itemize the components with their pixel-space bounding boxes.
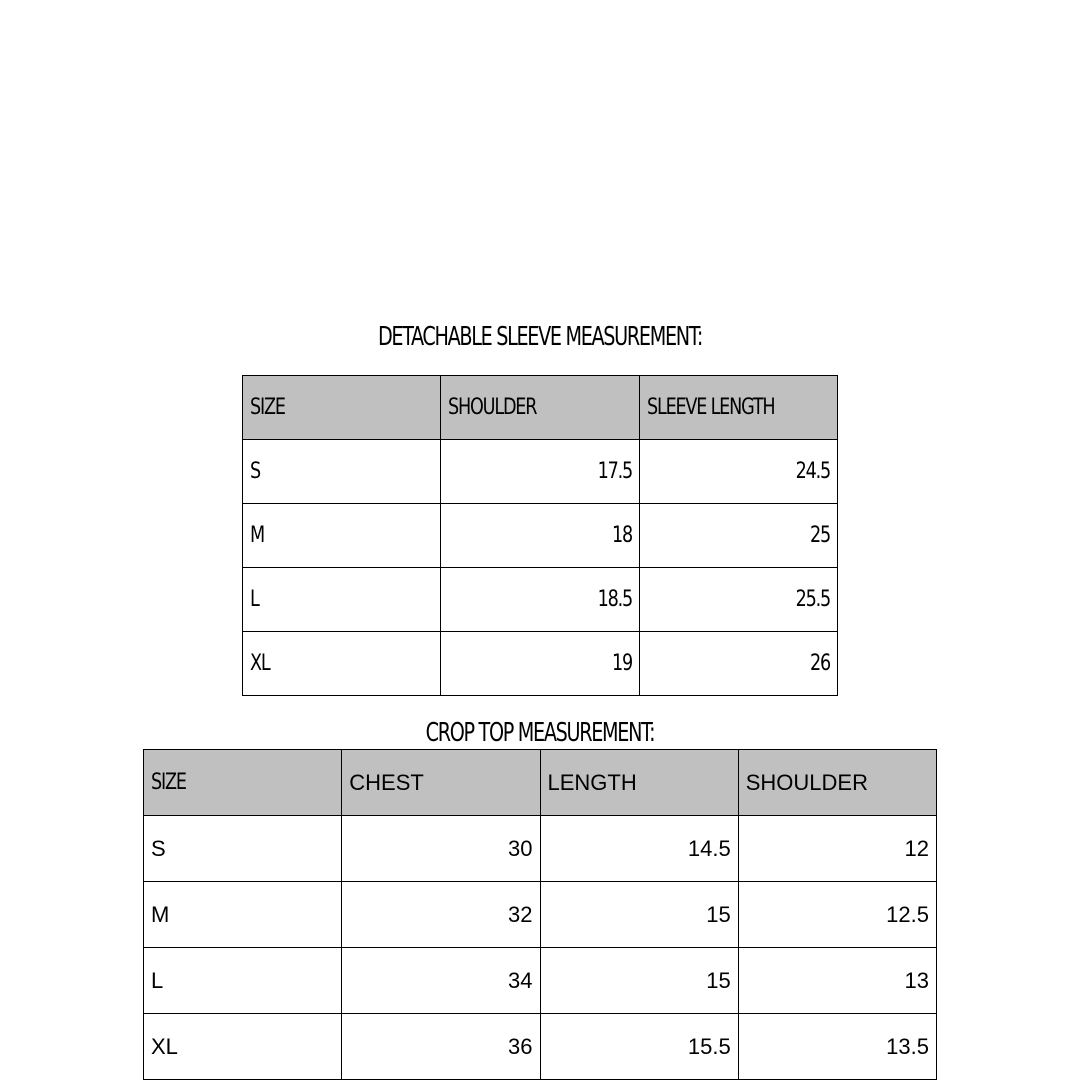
table-row [144,816,937,882]
length-cell: 15 [540,882,738,948]
size-cell: L [144,948,342,1014]
header-cell-chest: CHEST [342,750,540,816]
shoulder-cell: 17.5 [441,440,639,504]
shoulder-cell: 12 [738,816,936,882]
size-cell: M [144,882,342,948]
sleeve-length-cell: 26 [639,632,837,696]
crop-top-measurement-title: CROP TOP MEASUREMENT: [425,718,655,748]
chest-cell: 30 [342,816,540,882]
sleeve-length-cell: 25 [639,504,837,568]
header-cell-length: LENGTH [540,750,738,816]
header-cell-size: SIZE [144,750,342,816]
table-row [243,568,838,632]
shoulder-cell: 13 [738,948,936,1014]
table-row [144,1014,937,1080]
table-row [243,632,838,696]
length-cell: 15 [540,948,738,1014]
table-row [243,440,838,504]
header-cell-shoulder: SHOULDER [738,750,936,816]
sleeve-measurement-table [242,375,838,696]
length-cell: 15.5 [540,1014,738,1080]
header-cell-sleeve-length: SLEEVE LENGTH [639,376,837,440]
shoulder-cell: 19 [441,632,639,696]
table-header-row [243,376,838,440]
size-cell: S [144,816,342,882]
chest-cell: 36 [342,1014,540,1080]
header-cell-size: SIZE [243,376,441,440]
table-header-row [144,750,937,816]
table-row [144,882,937,948]
header-cell-shoulder: SHOULDER [441,376,639,440]
crop-top-measurement-table [143,749,937,1080]
shoulder-cell: 12.5 [738,882,936,948]
table-row [144,948,937,1014]
shoulder-cell: 18 [441,504,639,568]
chest-cell: 32 [342,882,540,948]
size-cell: L [243,568,441,632]
sleeve-length-cell: 24.5 [639,440,837,504]
length-cell: 14.5 [540,816,738,882]
shoulder-cell: 18.5 [441,568,639,632]
size-cell: M [243,504,441,568]
sleeve-measurement-title: DETACHABLE SLEEVE MEASUREMENT: [377,322,703,352]
table-row [243,504,838,568]
size-cell: XL [243,632,441,696]
size-cell: XL [144,1014,342,1080]
size-cell: S [243,440,441,504]
shoulder-cell: 13.5 [738,1014,936,1080]
chest-cell: 34 [342,948,540,1014]
sleeve-length-cell: 25.5 [639,568,837,632]
